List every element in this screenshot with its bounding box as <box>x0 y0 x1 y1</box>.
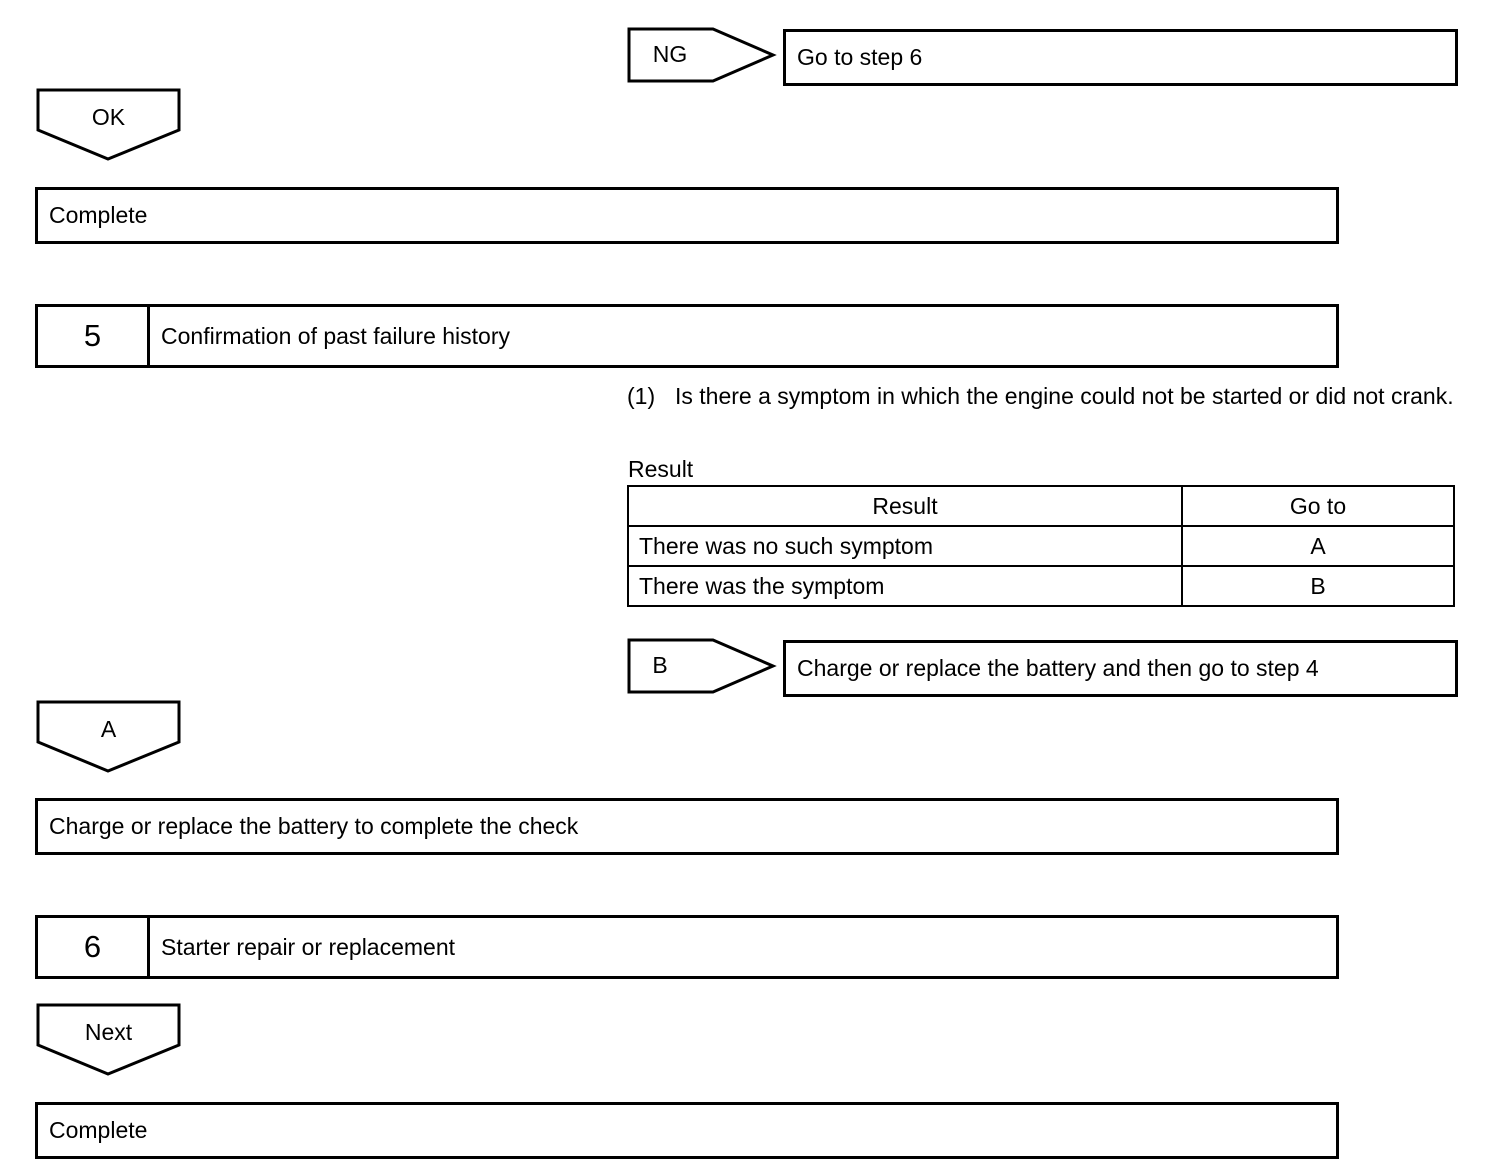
result-caption: Result <box>628 456 694 482</box>
question-number: (1) <box>627 383 656 409</box>
result-table-header-row <box>628 486 1454 526</box>
table-row <box>628 566 1454 606</box>
next-label: Next <box>84 1019 133 1045</box>
complete-box-1 <box>35 187 1339 244</box>
table-cell-goto: A <box>1182 526 1454 566</box>
ng-target-box <box>783 29 1458 86</box>
a-result-text: Charge or replace the battery to complete the check <box>49 813 579 839</box>
a-label: A <box>100 716 117 742</box>
ok-label: OK <box>91 104 126 130</box>
step-6-title: Starter repair or replacement <box>161 933 456 960</box>
step-5-header <box>35 304 1339 368</box>
ng-label: NG <box>652 41 688 67</box>
b-label: B <box>652 652 668 678</box>
question-text: Is there a symptom in which the engine could not be started or did not crank. <box>675 383 1454 409</box>
table-cell-result: There was no such symptom <box>628 526 1182 566</box>
complete-box-2 <box>35 1102 1339 1159</box>
table-cell-result: There was the symptom <box>628 566 1182 606</box>
result-table <box>627 485 1455 607</box>
table-row <box>628 526 1454 566</box>
step-5-title: Confirmation of past failure history <box>161 322 510 349</box>
a-result-box <box>35 798 1339 855</box>
b-target-text: Charge or replace the battery and then go to step 4 <box>797 655 1319 681</box>
step-6-header <box>35 915 1339 979</box>
complete-text-1: Complete <box>49 202 148 228</box>
table-cell-goto: B <box>1182 566 1454 606</box>
step-6-number: 6 <box>38 918 150 976</box>
result-table-header-result: Result <box>628 486 1182 526</box>
question-1 <box>627 378 1457 454</box>
result-table-header-goto: Go to <box>1182 486 1454 526</box>
b-target-box <box>783 640 1458 697</box>
complete-text-2: Complete <box>49 1117 148 1143</box>
ng-target-text: Go to step 6 <box>797 44 923 70</box>
step-5-number: 5 <box>38 307 150 365</box>
